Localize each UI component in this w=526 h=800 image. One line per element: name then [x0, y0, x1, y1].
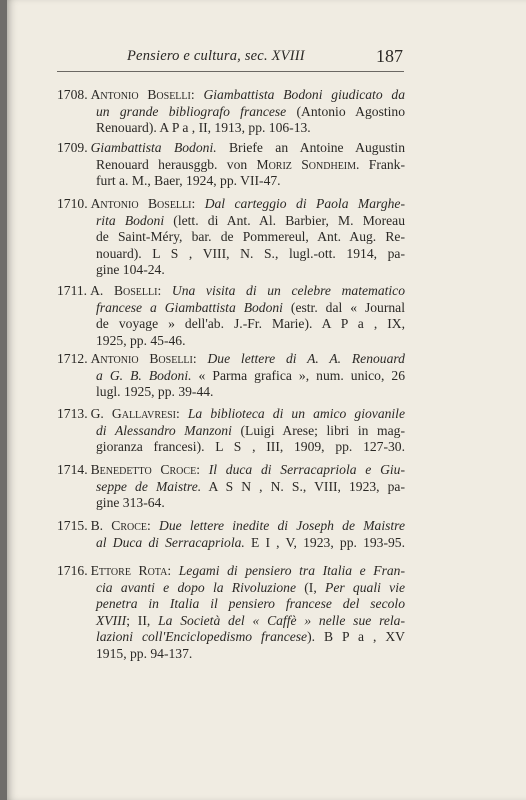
entry-text: ). B P a , XV [307, 629, 405, 645]
entry-number: 1714. [57, 462, 88, 477]
entry-line [57, 157, 405, 174]
entry-number: 1715. [57, 518, 88, 533]
entry-text: ; II, [126, 612, 159, 628]
bibliography-entry [57, 462, 405, 512]
entry-text: : [167, 563, 179, 578]
author-name: Boselli [113, 283, 158, 298]
author-name: Ettore Rota [90, 563, 168, 578]
entry-first-line [57, 140, 405, 157]
entry-number: 1708. [57, 87, 88, 102]
entry-text: nouard). L S , VIII, N. S., lugl.-ott. 1914, pa- [96, 245, 405, 261]
entry-text: gine 313-64. [96, 495, 165, 511]
entry-text: gine 104-24. [96, 262, 165, 278]
entry-number: 1716. [57, 563, 88, 578]
work-title: Per quali vie [325, 579, 405, 595]
entry-line [57, 333, 405, 350]
entry-text: : [176, 406, 188, 421]
entry-text: de Saint-Méry, bar. de Pommereul, Ant. Aug. Re- [96, 229, 405, 245]
entry-number: 1713. [57, 406, 88, 421]
work-title: lazioni coll'Enciclopedismo francese [96, 629, 308, 645]
entry-number: 1712. [57, 351, 88, 366]
bibliography-entry [57, 283, 405, 349]
entry-text: de voyage » dell'ab. J.-Fr. Marie). A P a , IX, [96, 316, 405, 332]
entry-text: (Antonio Agostino [286, 103, 406, 119]
work-title: Giambattista Bodoni. [90, 140, 217, 155]
entry-text: (estr. dal « Journal [282, 299, 405, 315]
entry-text: B. [90, 518, 112, 533]
entry-line [57, 629, 405, 646]
bibliography-entry [57, 351, 405, 401]
entry-line [57, 495, 405, 512]
entry-text: « Parma grafica », num. unico, 26 [191, 367, 406, 383]
bibliography-entry [57, 140, 405, 190]
work-title: Il duca di Serracapriola e Giu- [208, 462, 405, 477]
work-title: Una visita di un celebre matematico [171, 283, 405, 298]
entry-line [57, 646, 405, 663]
entry-first-line [57, 87, 405, 104]
entry-text: : [192, 351, 208, 366]
entry-first-line [57, 462, 405, 479]
entry-text: Briefe an Antoine Augustin [216, 140, 406, 155]
entry-text: furt a. M., Baer, 1924, pp. VII-47. [96, 173, 281, 189]
entry-text: 1925, pp. 45-46. [96, 332, 186, 348]
entry-line [57, 300, 405, 317]
work-title: al Duca di Serracapriola. [96, 534, 245, 550]
author-name: Gallavresi [111, 406, 176, 421]
entry-line [57, 423, 405, 440]
bibliography-entry [57, 406, 405, 456]
header-rule [57, 71, 404, 72]
work-title: XVIII [96, 612, 127, 628]
entry-text: E I , V, 1923, pp. 193-95. [244, 534, 405, 550]
entry-line [57, 596, 405, 613]
entry-text: A S N , N. S., VIII, 1923, pa- [201, 478, 405, 494]
entry-text: gioranza francesi). L S , III, 1909, pp. 127-30. [96, 439, 405, 455]
entry-number: 1711. [57, 283, 88, 298]
entry-text: (I, [295, 579, 326, 595]
work-title: Legami di pensiero tra Italia e Fran- [178, 563, 405, 578]
entry-first-line [57, 351, 405, 368]
entry-text: . Frank- [356, 156, 406, 172]
author-name: Moriz Sondheim [256, 156, 357, 172]
entry-text: (Luigi Arese; libri in mag- [231, 422, 405, 438]
entry-line [57, 229, 405, 246]
entry-text: Renouard). A P a , II, 1913, pp. 106-13. [96, 120, 311, 136]
work-title: penetra in Italia il pensiero francese del secolo [96, 596, 405, 612]
entry-first-line [57, 283, 405, 300]
entry-text: A. [90, 283, 114, 298]
work-title: Due lettere di A. A. Renouard [207, 351, 405, 366]
entry-first-line [57, 406, 405, 423]
work-title: un grande bibliografo francese [96, 103, 287, 119]
entry-text: : [190, 87, 204, 102]
entry-line [57, 316, 405, 333]
entry-text: lugl. 1925, pp. 39-44. [96, 384, 214, 400]
entry-line [57, 535, 405, 552]
running-header: Pensiero e cultura, sec. XVIII [127, 48, 305, 64]
entry-first-line [57, 196, 405, 213]
work-title: a G. B. Bodoni. [96, 367, 192, 383]
entry-line [57, 246, 405, 263]
entry-text: : [157, 283, 172, 298]
author-name: Antonio Boselli [90, 196, 192, 211]
entry-text: 1915, pp. 94-137. [96, 645, 193, 661]
entry-text: Renouard herausggb. von [96, 156, 257, 172]
work-title: La Società del « Caffè » nelle sue rela- [158, 612, 406, 628]
entry-line [57, 613, 405, 630]
work-title: La biblioteca di un amico giovanile [187, 406, 405, 421]
work-title: cia avanti e dopo la Rivoluzione [96, 579, 296, 595]
work-title: rita Bodoni [96, 212, 165, 228]
author-name: Benedetto Croce [90, 462, 197, 477]
book-page [7, 0, 526, 800]
entry-line [57, 368, 405, 385]
entry-first-line [57, 518, 405, 535]
entry-text: : [147, 518, 159, 533]
entry-line [57, 439, 405, 456]
entry-line [57, 262, 405, 279]
work-title: Giambattista Bodoni giudicato da [203, 87, 406, 102]
work-title: di Alessandro Manzoni [96, 422, 232, 438]
author-name: Antonio Boselli [90, 87, 191, 102]
author-name: Croce [111, 518, 148, 533]
work-title: seppe de Maistre. [96, 478, 202, 494]
work-title: francese a Giambattista Bodoni [96, 299, 283, 315]
entry-line [57, 104, 405, 121]
entry-number: 1709. [57, 140, 88, 155]
entry-first-line [57, 563, 405, 580]
entry-line [57, 479, 405, 496]
entry-text: : [196, 462, 209, 477]
bibliography-entry [57, 563, 405, 663]
entry-text: (lett. di Ant. Al. Barbier, M. Moreau [164, 212, 405, 228]
entry-line [57, 580, 405, 597]
entry-text: : [191, 196, 205, 211]
entry-text: G. [90, 406, 112, 421]
bibliography-entry [57, 87, 405, 137]
entry-line [57, 213, 405, 230]
work-title: Dal carteggio di Paola Marghe- [204, 196, 405, 211]
author-name: Antonio Boselli [90, 351, 193, 366]
entry-number: 1710. [57, 196, 88, 211]
entry-line [57, 173, 405, 190]
work-title: Due lettere inedite di Joseph de Maistre [159, 518, 405, 533]
page-number: 187 [376, 46, 403, 66]
entry-line [57, 384, 405, 401]
bibliography-entry [57, 518, 405, 551]
entry-line [57, 120, 405, 137]
bibliography-entry [57, 196, 405, 279]
